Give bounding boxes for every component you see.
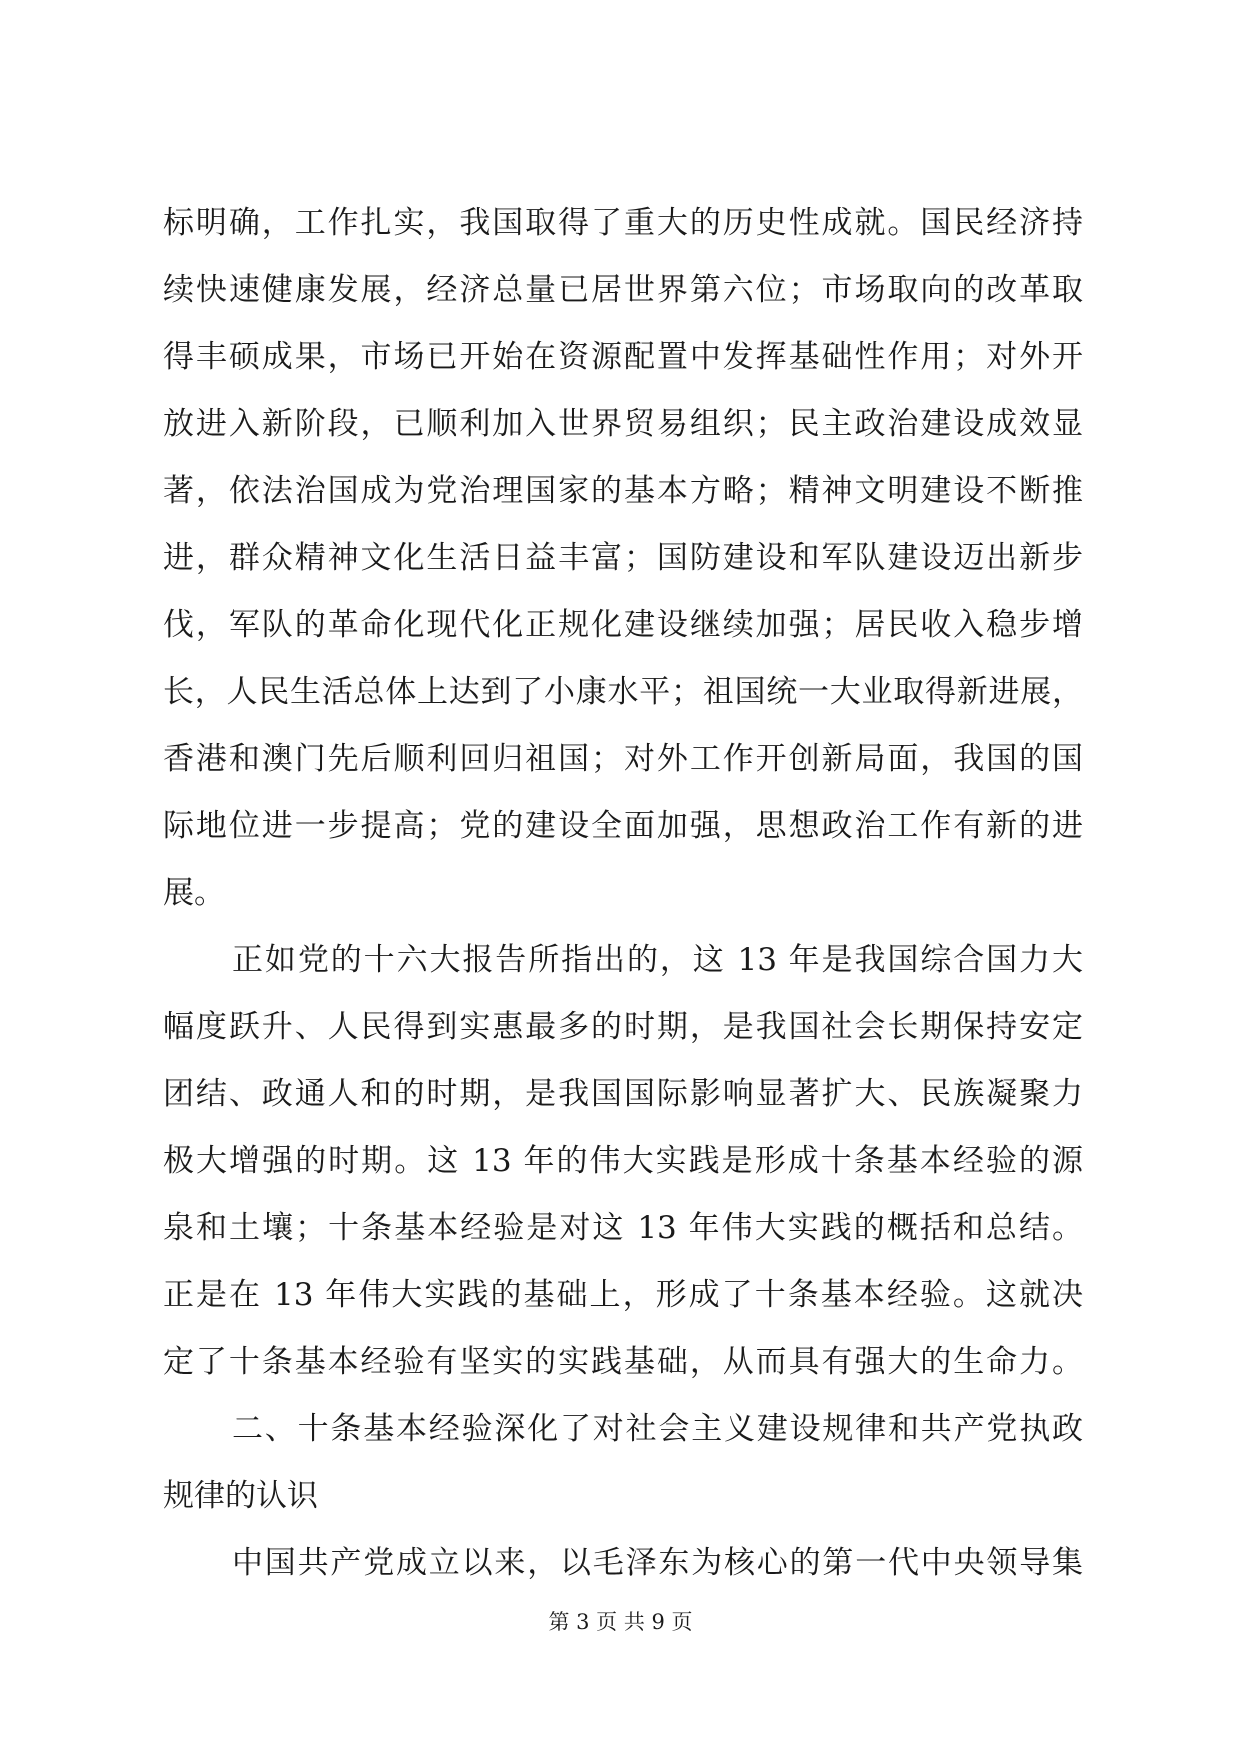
text-line: 展。 [163, 875, 225, 911]
text-line: 长，人民生活总体上达到了小康水平；祖国统一大业取得新进展， [163, 674, 1083, 710]
text-line: 正如党的十六大报告所指出的，这 13 年是我国综合国力大 [232, 942, 1083, 978]
text-line: 进，群众精神文化生活日益丰富；国防建设和军队建设迈出新步 [163, 540, 1083, 576]
text-line: 得丰硕成果，市场已开始在资源配置中发挥基础性作用；对外开 [163, 339, 1083, 375]
section-heading-line: 规律的认识 [163, 1478, 318, 1514]
text-line: 标明确，工作扎实，我国取得了重大的历史性成就。国民经济持 [163, 205, 1083, 241]
text-line: 放进入新阶段，已顺利加入世界贸易组织；民主政治建设成效显 [163, 406, 1083, 442]
section-heading-line: 二、十条基本经验深化了对社会主义建设规律和共产党执政 [232, 1411, 1083, 1447]
text-line: 幅度跃升、人民得到实惠最多的时期，是我国社会长期保持安定 [163, 1009, 1083, 1045]
text-line: 正是在 13 年伟大实践的基础上，形成了十条基本经验。这就决 [163, 1277, 1083, 1313]
text-line: 定了十条基本经验有坚实的实践基础，从而具有强大的生命力。 [163, 1344, 1083, 1380]
text-line: 团结、政通人和的时期，是我国国际影响显著扩大、民族凝聚力 [163, 1076, 1083, 1112]
text-line: 续快速健康发展，经济总量已居世界第六位；市场取向的改革取 [163, 272, 1083, 308]
text-line: 著，依法治国成为党治理国家的基本方略；精神文明建设不断推 [163, 473, 1083, 509]
text-line: 际地位进一步提高；党的建设全面加强，思想政治工作有新的进 [163, 808, 1083, 844]
text-line: 香港和澳门先后顺利回归祖国；对外工作开创新局面，我国的国 [163, 741, 1083, 777]
text-line: 中国共产党成立以来，以毛泽东为核心的第一代中央领导集 [232, 1545, 1083, 1581]
page-number-footer: 第 3 页 共 9 页 [548, 1610, 693, 1634]
text-line: 极大增强的时期。这 13 年的伟大实践是形成十条基本经验的源 [163, 1143, 1083, 1179]
text-line: 泉和土壤；十条基本经验是对这 13 年伟大实践的概括和总结。 [163, 1210, 1083, 1246]
text-line: 伐，军队的革命化现代化正规化建设继续加强；居民收入稳步增 [163, 607, 1083, 643]
